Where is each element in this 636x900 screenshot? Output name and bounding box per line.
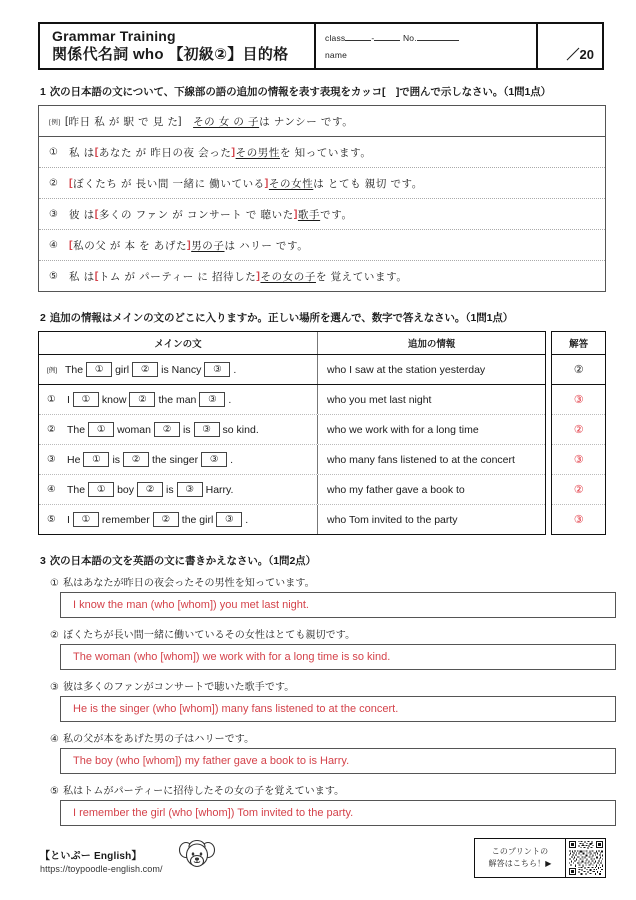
insertion-slot[interactable]: ① [73,512,99,527]
sentence-fragment: so kind. [222,423,259,436]
section2-number: 2 [40,312,46,324]
section2-instruction: 追加の情報はメインの文のどこに入りますか。正しい場所を選んで、数字で答えなさい。（1問1点） [49,312,514,324]
row-marker: ② [47,424,56,435]
open-bracket: [ [69,239,74,251]
section2-table-header [39,332,545,355]
japanese-sentence: 私はあなたが昨日の夜会ったその男性を知っています。 [63,578,315,589]
sentence-fragment: girl [115,363,130,376]
sentence-fragment: is [112,453,121,466]
section1-row [39,136,605,167]
close-bracket: ] [187,239,192,251]
insertion-slot[interactable]: ③ [204,362,230,377]
item-marker: ① [50,578,60,589]
section3-heading [40,553,606,568]
brand-url[interactable]: https://toypoodle-english.com/ [40,864,163,874]
class-section-blank[interactable] [374,40,400,41]
sentence-fragment: I [67,393,70,406]
sentence-fragment: is [166,483,174,496]
column-header-additional: 追加の情報 [407,339,456,350]
answer-cell[interactable]: ② [552,474,605,504]
translation-item [38,678,606,722]
sentence-suffix: を 覚えています。 [315,270,408,283]
section3-number: 3 [40,555,46,567]
brand-block [40,837,217,874]
insertion-slot[interactable]: ③ [216,512,242,527]
class-number-line: class - No. [325,33,536,43]
sentence-fragment: know [101,393,127,406]
translation-item [38,782,606,826]
table-row [39,504,545,534]
row-marker: ⑤ [49,270,59,282]
additional-info-cell: who Tom invited to the party [327,513,458,526]
no-label: No. [402,32,417,43]
row-marker: ② [49,177,59,189]
sentence-fragment: Harry. [205,483,234,496]
answer-qr-block[interactable] [474,838,606,878]
sentence-prefix: 彼 は [69,208,95,221]
additional-info-cell: who you met last night [327,393,432,406]
japanese-sentence: ぼくたちが長い間一緒に働いているその女性はとても親切です。 [63,630,356,641]
sentence-fragment: The [65,363,84,376]
insertion-slot[interactable]: ③ [194,422,220,437]
japanese-sentence: 私の父が本をあげた男の子はハリーです。 [63,734,255,745]
sentence-fragment: boy [117,483,135,496]
qr-label [474,838,566,878]
main-sentence-cell [39,355,318,384]
answer-cell[interactable]: ③ [552,504,605,534]
sentence-fragment: He [67,453,81,466]
main-sentence-cell [39,445,318,474]
row-marker: ③ [47,454,56,465]
answer-cell[interactable]: ② [573,364,584,376]
additional-info-cell: who many fans listened to at the concert [327,453,515,466]
sentence-fragment: I [67,513,70,526]
answer-input-box[interactable]: The boy (who [whom]) my father gave a book to is Harry. [60,748,616,774]
translation-item [38,730,606,774]
additional-info-cell: who my father gave a book to [327,483,465,496]
additional-info-cell: who we work with for a long time [327,423,479,436]
table-row [39,414,545,444]
brand-name: 【といぷー English】 [40,851,142,862]
insertion-slot[interactable]: ① [73,392,99,407]
bracketed-clause: トム が パーティー に 招待した [98,270,257,283]
underlined-noun: その女性 [268,177,314,190]
sentence-suffix: を 知っています。 [280,146,372,159]
qr-code[interactable] [566,838,606,878]
sentence-fragment: The [67,483,86,496]
insertion-slot[interactable]: ② [123,452,149,467]
main-sentence-cell [39,385,318,414]
section1-row [39,229,605,260]
section1-row [39,260,605,291]
section1-heading [40,84,606,99]
open-bracket: [ [94,208,99,220]
bracketed-clause: ぼくたち が 長い間 一緒に 働いている [73,177,265,190]
row-marker: [例] [47,367,58,374]
sentence-fragment: remember [101,513,150,526]
sentence-prefix: 私 は [69,146,95,159]
insertion-slot[interactable]: ① [88,422,114,437]
sentence-fragment: . [245,513,249,526]
insertion-slot[interactable]: ② [132,362,158,377]
main-sentence-cell [39,505,318,534]
row-marker: ③ [49,208,59,220]
title-box [38,22,316,70]
qr-label-line2: 解答はこちら！▶ [488,859,552,868]
answer-cell[interactable]: ③ [552,384,605,414]
table-row [39,384,545,414]
poodle-mascot-icon [177,837,217,876]
bracketed-clause: 私の父 が 本 を あげた [73,239,188,252]
item-marker: ③ [50,682,60,693]
sentence-fragment: . [230,453,234,466]
row-marker: ④ [47,484,56,495]
class-label: class [325,32,346,43]
row-marker: ④ [49,239,59,251]
underlined-noun: 歌手 [297,208,321,221]
close-bracket: ] [256,270,261,282]
insertion-slot[interactable]: ② [137,482,163,497]
japanese-prompt [50,730,606,745]
section2-table-wrap [38,331,606,535]
close-bracket: ] [178,115,182,127]
underlined-noun: その女の子 [260,270,316,283]
answer-input-box[interactable]: The woman (who [whom]) we work with for a long time is so kind. [60,644,616,670]
name-line [325,50,536,60]
underlined-noun: その 女 の 子 [193,115,260,128]
name-label: name [325,50,348,61]
section2-heading [40,310,606,325]
open-bracket: [ [94,270,99,282]
close-bracket: ] [231,146,236,158]
bracketed-clause: 多くの ファン が コンサート で 聴いた [98,208,294,221]
underlined-noun: その男性 [235,146,280,159]
sentence-fragment: . [233,363,237,376]
open-bracket: [ [94,146,99,158]
underlined-noun: 男の子 [191,239,225,252]
answer-cell[interactable]: ③ [552,444,605,474]
row-marker: [例] [49,118,61,126]
main-sentence-cell [39,415,318,444]
japanese-prompt [50,626,606,641]
insertion-slot[interactable]: ③ [201,452,227,467]
japanese-sentence: 私はトムがパーティーに招待したその女の子を覚えています。 [63,786,345,797]
sentence-suffix: は ナンシー です。 [259,115,354,128]
insertion-slot[interactable]: ② [154,422,180,437]
item-marker: ② [50,630,60,641]
section1-row [39,167,605,198]
section2-answer-column [551,331,606,535]
japanese-prompt [50,678,606,693]
section3-instruction: 次の日本語の文を英語の文に書きかえなさい。（1問2点） [49,555,316,567]
section2-table [38,331,546,535]
bracketed-clause: あなた が 昨日の夜 会った [98,146,232,159]
answer-input-box[interactable]: I remember the girl (who [whom]) Tom invited to the party. [60,800,616,826]
qr-label-line1: このプリントの [491,847,549,857]
translation-item [38,574,606,618]
close-bracket: ] [264,177,269,189]
table-row [39,444,545,474]
insertion-slot[interactable]: ③ [177,482,203,497]
answer-input-box[interactable]: He is the singer (who [whom]) many fans listened to at the concert. [60,696,616,722]
insertion-slot[interactable]: ① [86,362,112,377]
sentence-fragment: is Nancy [161,363,202,376]
japanese-prompt [50,782,606,797]
sentence-fragment: is [182,423,191,436]
insertion-slot[interactable]: ③ [199,392,225,407]
table-row [39,474,545,504]
section1-box [38,105,606,292]
sentence-fragment: the man [158,393,197,406]
sentence-fragment: the girl [181,513,214,526]
item-marker: ⑤ [50,786,60,797]
sentence-suffix: です。 [320,208,353,221]
worksheet-header [38,22,606,70]
score-total: ／20 [566,47,594,62]
insertion-slot[interactable]: ① [83,452,109,467]
japanese-prompt [50,574,606,589]
section3-items [38,574,606,826]
translation-item [38,626,606,670]
class-blank[interactable] [345,40,371,41]
close-bracket: ] [293,208,298,220]
row-marker: ① [49,146,59,158]
insertion-slot[interactable]: ① [88,482,114,497]
table-row [39,355,545,384]
title-english: Grammar Training [52,27,176,44]
answer-input-box[interactable]: I know the man (who [whom]) you met last night. [60,592,616,618]
item-marker: ④ [50,734,60,745]
sentence-suffix: は ハリー です。 [224,239,309,252]
answer-cell[interactable]: ② [552,414,605,444]
row-marker: ① [47,394,56,405]
sentence-gap [182,114,193,129]
sentence-fragment: woman [117,423,151,436]
worksheet-footer [38,832,606,878]
number-blank[interactable] [417,40,459,41]
additional-info-cell: who I saw at the station yesterday [327,363,486,376]
section1-number: 1 [40,86,46,98]
sentence-prefix: 私 は [69,270,95,283]
student-info-box [316,22,538,70]
section1-row [39,106,605,136]
sentence-suffix: は とても 親切 です。 [313,177,423,190]
sentence-fragment: . [228,393,232,406]
open-bracket: [ [65,115,69,127]
open-bracket: [ [69,177,74,189]
title-japanese: 関係代名詞 who 【初級②】目的格 [52,46,289,63]
column-header-answer: 解答 [552,332,605,355]
row-marker: ⑤ [47,514,56,525]
main-sentence-cell [39,475,318,504]
score-box [538,22,604,70]
section1-instruction: 次の日本語の文について、下線部の語の追加の情報を表す表現をカッコ[ ]で囲んで示しなさい。（1問1点） [49,86,552,98]
japanese-sentence: 彼は多くのファンがコンサートで聴いた歌手です。 [63,682,295,693]
insertion-slot[interactable]: ② [129,392,155,407]
column-header-main: メインの文 [39,332,318,354]
section1-row [39,198,605,229]
sentence-fragment: the singer [152,453,199,466]
insertion-slot[interactable]: ② [153,512,179,527]
bracketed-clause: 昨日 私 が 駅 で 見 た [68,115,179,128]
sentence-fragment: The [67,423,86,436]
